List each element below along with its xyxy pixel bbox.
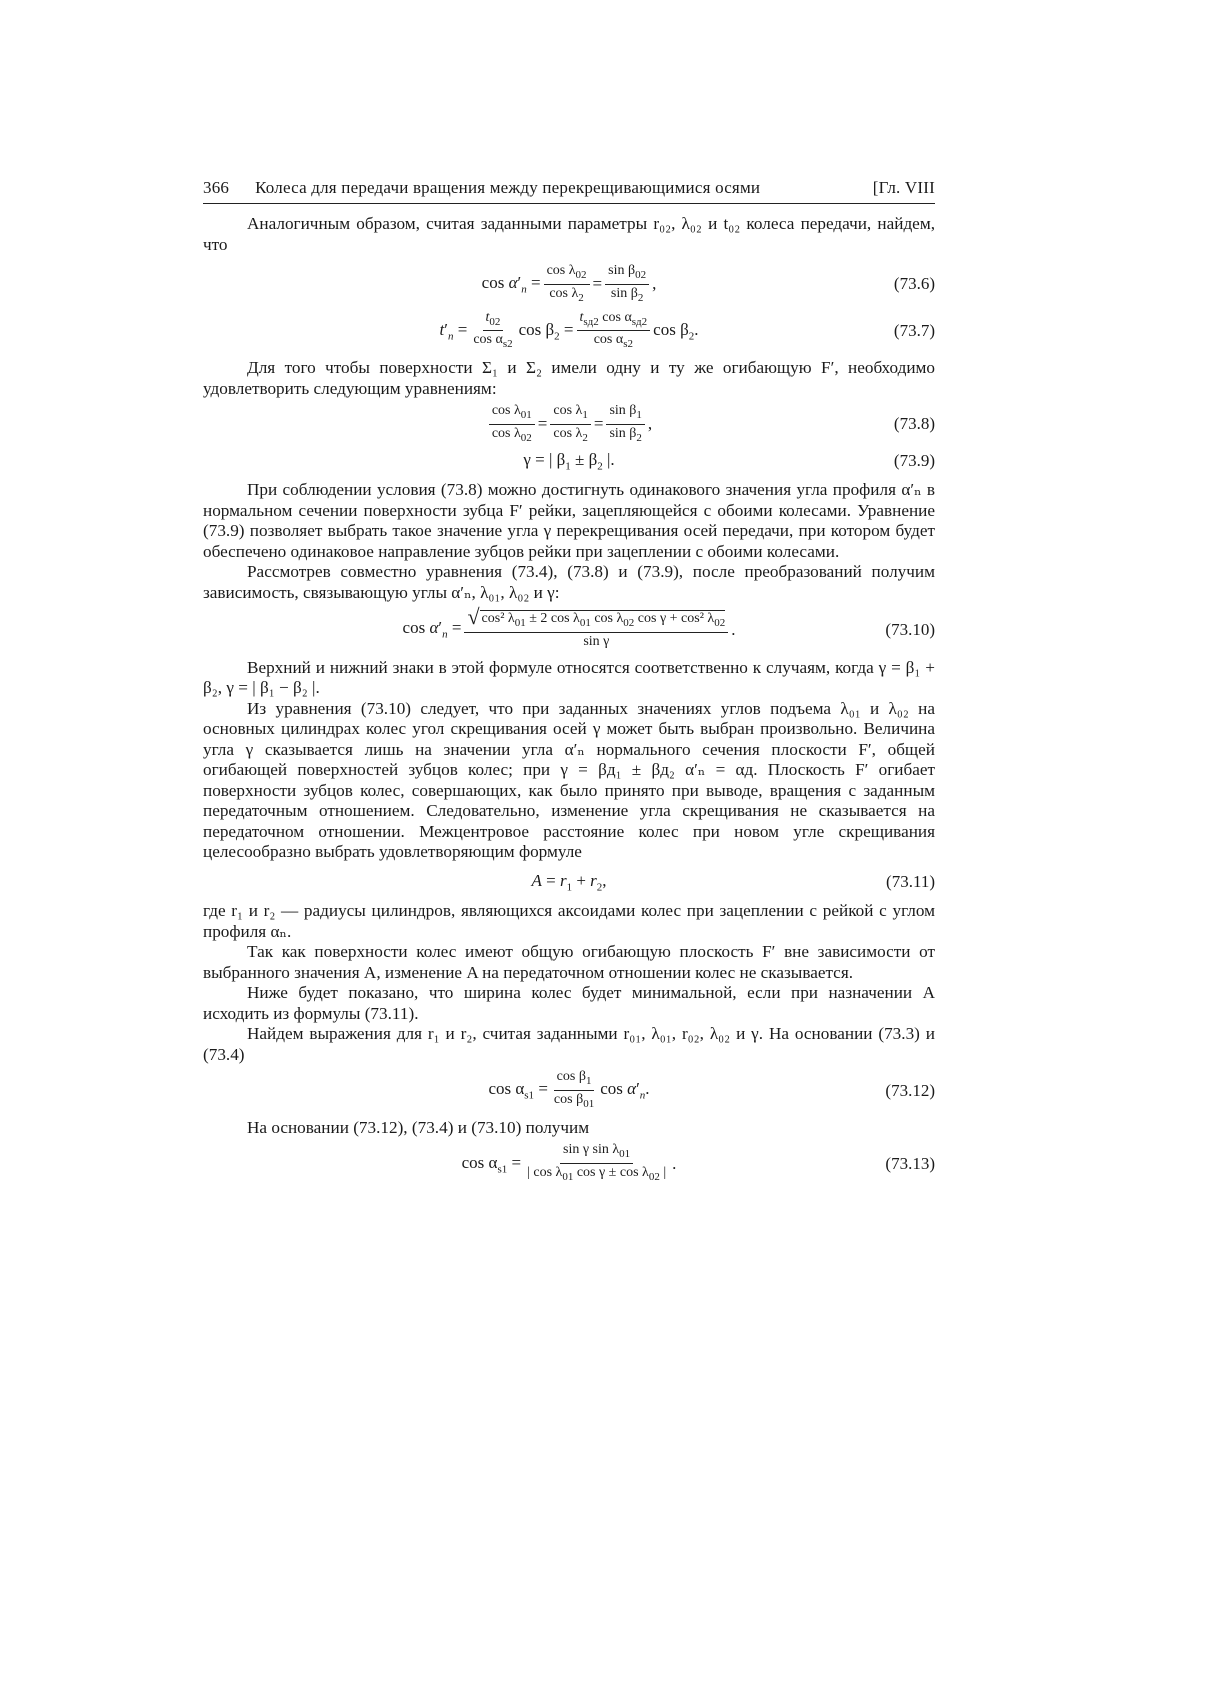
equation-number: (73.10) bbox=[885, 619, 935, 639]
paragraph-11: На основании (73.12), (73.4) и (73.10) получим bbox=[247, 1117, 590, 1137]
equation-73-6: $\cos \alpha'_n$ = $\frac{\cos \lambda_{02}}{\cos \lambda_2}$ = $\frac{\sin \beta_{02}}{\sin \beta_2}$ , (73.6) bbox=[481, 263, 935, 304]
equation-73-12: $\cos \alpha_{s1}$ = $\frac{\cos \beta_1}{\cos \beta_{01}}$ $\cos \alpha'_n$. (73.12) bbox=[488, 1069, 935, 1110]
paragraph-2: Для того чтобы поверхности Σ₁ и Σ₂ имели одну и ту же огибающую F′, необходимо удовлетворить следующим уравнениям: bbox=[203, 358, 935, 398]
running-head bbox=[203, 178, 935, 204]
page-number: 366 bbox=[203, 178, 230, 197]
equation-number: (73.6) bbox=[893, 274, 935, 294]
running-title: Колеса для передачи вращения между перекрещивающимися осями bbox=[255, 178, 761, 197]
paragraph-6: Из уравнения (73.10) следует, что при заданных значениях углов подъема λ₀₁ и λ₀₂ на основных цилиндрах колес угол скрещивания осей γ может быть выбран произвольно. Величина угла γ сказывается лишь на значении угла α′ₙ нормального сечения плоскости F′, общей огибающей поверхностей зубцов колес; при γ = βд₁ ± βд₂ α′ₙ = αд. Плоскость F′ огибает поверхности зубцов колес, совершающих, как было принято при выводе, вращения с заданным передаточным отношением. Следовательно, изменение угла скрещивания не сказывается на передаточном отношении. Межцентровое расстояние колес при новом угле скрещивания целесообразно выбрать удовлетворяющим формуле bbox=[203, 698, 935, 862]
equation-number: (73.12) bbox=[885, 1080, 935, 1100]
paragraph-9: Ниже будет показано, что ширина колес будет минимальной, если при назначении A исходить из формулы (73.11). bbox=[203, 983, 935, 1023]
paragraph-4: Рассмотрев совместно уравнения (73.4), (73.8) и (73.9), после преобразований получим зависимость, связывающую углы α′ₙ, λ₀₁, λ₀₂ и γ: bbox=[203, 562, 935, 602]
equation-number: (73.9) bbox=[893, 450, 935, 470]
paragraph-5: Верхний и нижний знаки в этой формуле относятся соответственно к случаям, когда γ = β₁ + β₂, γ = | β₁ − β₂ |. bbox=[203, 657, 935, 698]
equation-73-7: $t'_n$ = $\frac{t_{02}}{\cos \alpha_{s2}}$ $\cos \beta_2$ = $\frac{t_{sд2} \cos \alpha_{sд2}}{\cos \alpha_{s2}}$ $\cos \beta_2$. (73.7) bbox=[439, 309, 935, 351]
page bbox=[203, 178, 935, 1189]
chapter-label: [Гл. VIII bbox=[872, 178, 935, 197]
equation-number: (73.7) bbox=[893, 320, 935, 340]
equation-73-9: γ = | $\beta_1 \pm \beta_2$ |. (73.9) bbox=[523, 449, 935, 473]
equation-number: (73.11) bbox=[886, 872, 935, 892]
equation-73-8: $\frac{\cos \lambda_{01}}{\cos \lambda_{02}}$ = $\frac{\cos \lambda_1}{\cos \lambda_2}$ = $\frac{\sin \beta_1}{\sin \beta_2}$ , (73.8) bbox=[203, 403, 935, 446]
paragraph-1: Аналогичным образом, считая заданными параметры r₀₂, λ₀₂ и t₀₂ колеса передачи, найдем, что bbox=[203, 214, 935, 254]
equation-number: (73.13) bbox=[885, 1153, 935, 1173]
paragraph-10: Найдем выражения для r₁ и r₂, считая заданными r₀₁, λ₀₁, r₀₂, λ₀₂ и γ. На основании (73.3) и (73.4) bbox=[203, 1024, 935, 1064]
equation-73-13: $\cos \alpha_{s1}$ = $\frac{\sin \gamma \sin \lambda_{01}}{| \cos \lambda_{01} \cos \gamma \pm \cos \lambda_{02} |}$ . (73.13) bbox=[461, 1142, 935, 1184]
paragraph-8: Так как поверхности колес имеют общую огибающую плоскость F′ вне зависимости от выбранного значения A, изменение A на передаточном отношении колес не сказывается. bbox=[203, 942, 935, 982]
equation-73-11: $A = r_1 + r_2$, (73.11) bbox=[531, 870, 935, 894]
equation-73-10: $\cos \alpha'_n$ = $\frac{√ \cos^2 \lambda_{01} \pm 2 \cos \lambda_{01} \cos \lambda_{02} \cos \gamma + \cos^2 \lambda_{02}}{\text{sin γ}}$ . (73.10) bbox=[402, 604, 935, 649]
paragraph-3: При соблюдении условия (73.8) можно достигнуть одинакового значения угла профиля α′ₙ в нормальном сечении поверхности зубца F′ рейки, зацепляющейся с обоими колесами. Уравнение (73.9) позволяет выбрать такое значение угла γ перекрещивания осей передачи, при котором будет обеспечено одинаковое направление зубцов рейки при зацеплении с обоими колесами. bbox=[203, 480, 935, 561]
equation-number: (73.8) bbox=[893, 414, 935, 434]
paragraph-7: где r₁ и r₂ — радиусы цилиндров, являющихся аксоидами колес при зацеплении с рейкой с углом профиля αₙ. bbox=[203, 901, 935, 941]
